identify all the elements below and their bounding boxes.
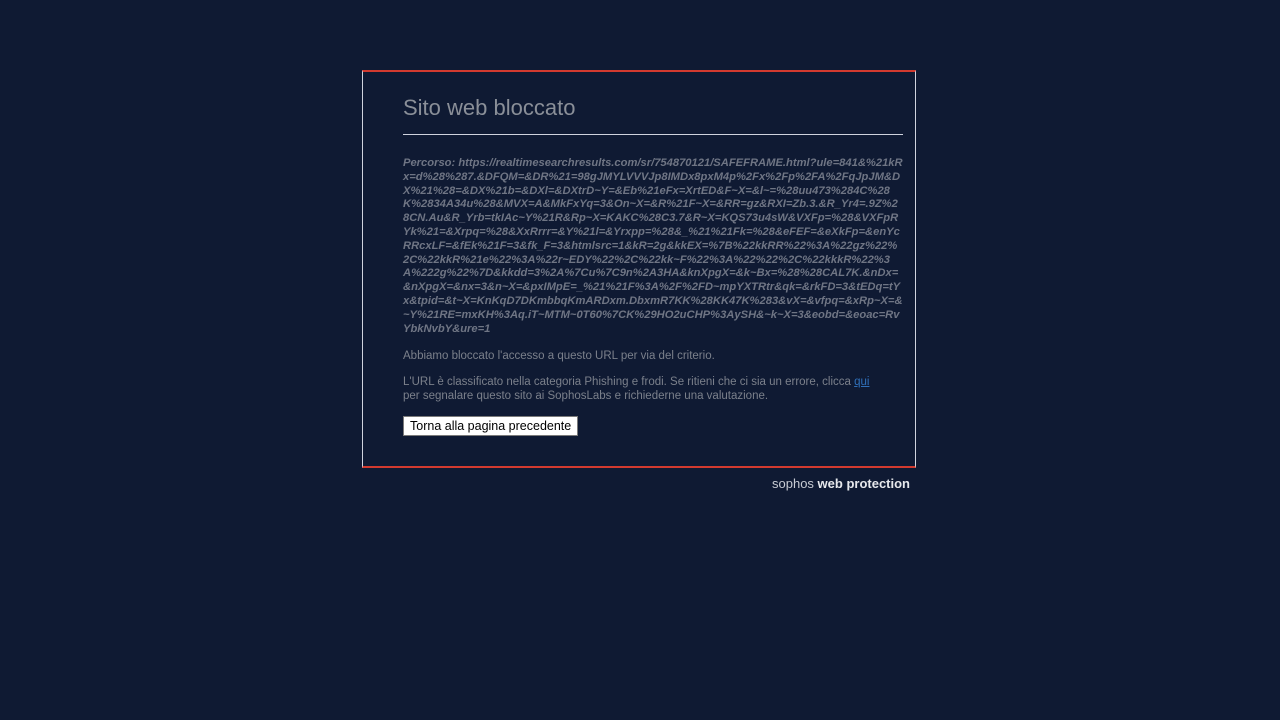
brand-bold: web protection <box>817 476 910 491</box>
brand-light: sophos <box>772 476 814 491</box>
category-text-after: per segnalare questo sito ai SophosLabs e richiederne una valutazione. <box>403 390 769 403</box>
report-link[interactable]: qui <box>854 376 870 389</box>
back-button[interactable]: Torna alla pagina precedente <box>403 416 578 436</box>
path-label: Percorso: <box>403 157 456 169</box>
category-text-before: L'URL è classificato nella categoria Phishing e frodi. Se ritieni che ci sia un errore, clicca <box>403 376 855 389</box>
block-page-card <box>362 70 916 468</box>
block-message: Abbiamo bloccato l'accesso a questo URL per via del criterio. <box>403 350 715 363</box>
footer-brand <box>700 476 910 492</box>
category-message <box>403 375 903 403</box>
title-divider <box>403 134 903 135</box>
blocked-path <box>403 157 903 336</box>
page-title: Sito web bloccato <box>403 95 576 120</box>
blocked-url: https://realtimesearchresults.com/sr/754870121/SAFEFRAME.html?ule=841&%21kRx=d%28%287.&DFQM=&DR%21=98gJMYLVVVJp8IMDx8pxM4p%2Fx%2Fp%2FA%2FqJpJM&DX%21%28=&DX%21b=&DXl=&DXtrD~Y=&Eb%21eFx=XrtED&F~X=&l~=%28uu473%284C%28K%2834A34u%28&MVX=A&MkFxYq=3&On~X=&R%21F~X=&RR=gz&RXI=Zb.3.&R_Yr4=.9Z%28CN.Au&R_Yrb=tkIAc~Y%21R&Rp~X=KAKC%28C3.7&R~X=KQS73u4sW&VXFp=%28&VXFpRYk%21=&Xrpq=%28&XxRrrr=&Y%21l=&Yrxpp=%28&_%21%21Fk=%28&eFEF=&eXkFp=&enYcRRcxLF=&fEk%21F=3&fk_F=3&htmlsrc=1&kR=2g&kkEX=%7B%22kkRR%22%3A%22gz%22%2C%22kkR%21e%22%3A%22r~EDY%22%2C%22kk~F%22%3A%22%22%2C%22kkkR%22%3A%222g%22%7D&kkdd=3%2A%7Cu%7C9n%2A3HA&knXpgX=&k~Bx=%28%28CAL7K.&nDx=&nXpgX=&nx=3&n~X=&pxIMpE=_%21%21F%3A%2F%2FD~mpYXTRtr&qk=&rkFD=3&tEDq=tYx&tpid=&t~X=KnKqD7DKmbbqKmARDxm.DbxmR7KK%28KK47K%283&vX=&vfpq=&xRp~X=&~Y%21RE=mxKH%3Aq.iT~MTM~0T60%7CK%29HO2uCHP%3AySH&~k~X=3&eobd=&eoac=RvYbkNvbY&ure=1 <box>403 157 903 335</box>
block-page-content <box>403 72 903 436</box>
